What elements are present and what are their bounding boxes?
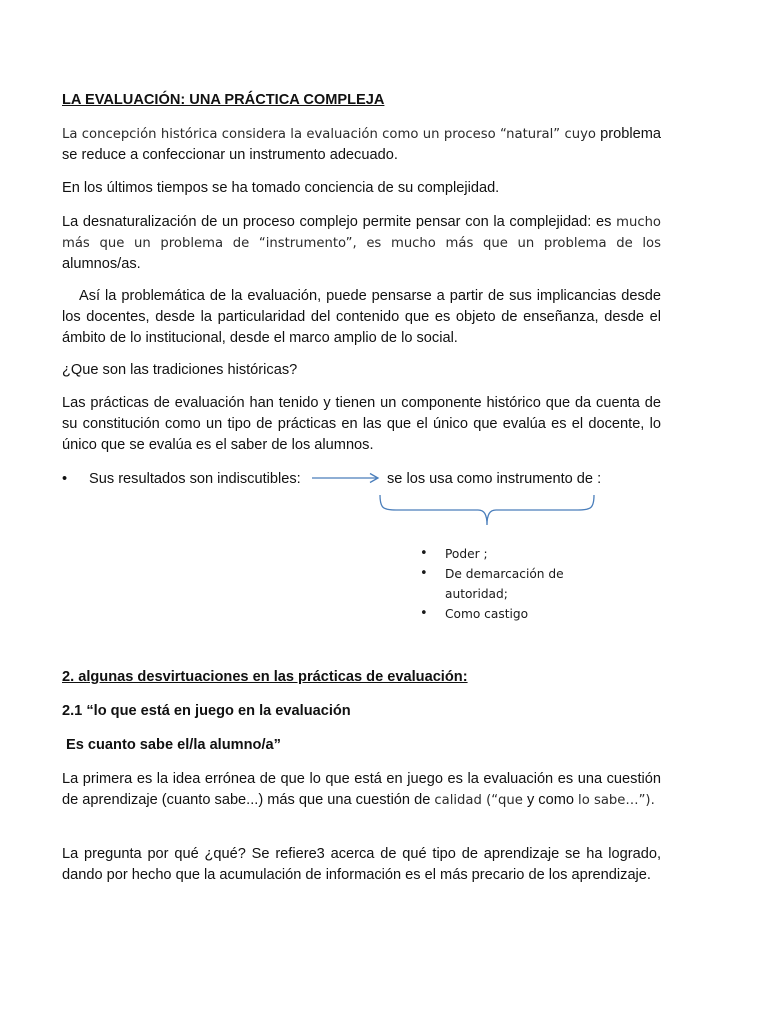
section-2-paragraph-1: [62, 769, 661, 811]
section-2-1-heading: 2.1 “lo que está en juego en la evaluación: [62, 703, 351, 719]
sub-list-item-text: Como castigo: [445, 607, 529, 621]
paragraph-3-line-3: alumnos/as.: [62, 256, 141, 272]
sub-bullet-marker: •: [420, 606, 428, 621]
sub-list-item-castigo: [420, 604, 600, 624]
paragraph-4: Así la problemática de la evaluación, puede pensarse a partir de sus implicancias desde los docentes, desde la particularidad del contenido que es objeto de enseñanza, desde el ámbito de lo institucional, desde el marco amplio de lo social.: [62, 288, 661, 346]
paragraph-1-line-2: problema se reduce a confeccionar un instrumento adecuado.: [62, 126, 662, 163]
sub-list-item-text: Poder ;: [445, 547, 488, 561]
sub-list-item-demarcacion: [420, 564, 600, 604]
paragraph-5: Las prácticas de evaluación han tenido y tienen un componente histórico que da cuenta de su constitución como un tipo de prácticas en las que el único que evalúa es el docente, lo único que se evalúa es el saber de los alumnos.: [62, 395, 661, 453]
arrow-right-icon: [311, 471, 383, 485]
document-title: LA EVALUACIÓN: UNA PRÁCTICA COMPLEJA: [62, 92, 385, 108]
paragraph-2: En los últimos tiempos se ha tomado conciencia de su complejidad.: [62, 180, 500, 196]
bullet-marker: •: [62, 471, 68, 487]
sub-bullet-list: [420, 544, 600, 624]
sub-list-item-poder: [420, 544, 600, 564]
bullet-left-text: Sus resultados son indiscutibles:: [89, 471, 301, 487]
bullet-right-text: se los usa como instrumento de :: [387, 471, 602, 487]
section-2-heading: 2. algunas desvirtuaciones en las prácticas de evaluación:: [62, 669, 468, 685]
paragraph-3-line-2: mucho más que un problema de “instrumento”, es mucho más que un problema de los: [62, 215, 661, 251]
section-2-paragraph-1-calidad: calidad (“que: [434, 793, 523, 808]
section-2-paragraph-1-text: La primera es la idea errónea de que lo que está en juego es la evaluación es una cuestión de aprendizaje (cuanto sabe...) más que una cuestión de: [62, 771, 661, 808]
section-2-paragraph-1-lo-sabe: lo sabe…”).: [578, 793, 655, 808]
paragraph-1-line-1: La concepción histórica considera la evaluación como un proceso “natural” cuyo: [62, 127, 596, 142]
paragraph-3-line-1: La desnaturalización de un proceso complejo permite pensar con la complejidad: es: [62, 214, 612, 230]
section-2-paragraph-2: La pregunta por qué ¿qué? Se refiere3 acerca de qué tipo de aprendizaje se ha logrado, dando por hecho que la acumulación de información es el más precario de los aprendizaje.: [62, 846, 661, 883]
sub-bullet-marker: •: [420, 546, 428, 561]
section-2-1-heading-continued: Es cuanto sabe el/la alumno/a”: [66, 737, 281, 753]
curly-brace-icon: [378, 494, 596, 528]
sub-list-item-text: De demarcación de autoridad;: [445, 567, 564, 601]
section-2-paragraph-1-ycomo: y como: [522, 792, 574, 808]
paragraph-1: [62, 124, 661, 166]
section-question: ¿Que son las tradiciones históricas?: [62, 362, 298, 378]
paragraph-3: [62, 212, 661, 275]
sub-bullet-marker: •: [420, 566, 428, 581]
